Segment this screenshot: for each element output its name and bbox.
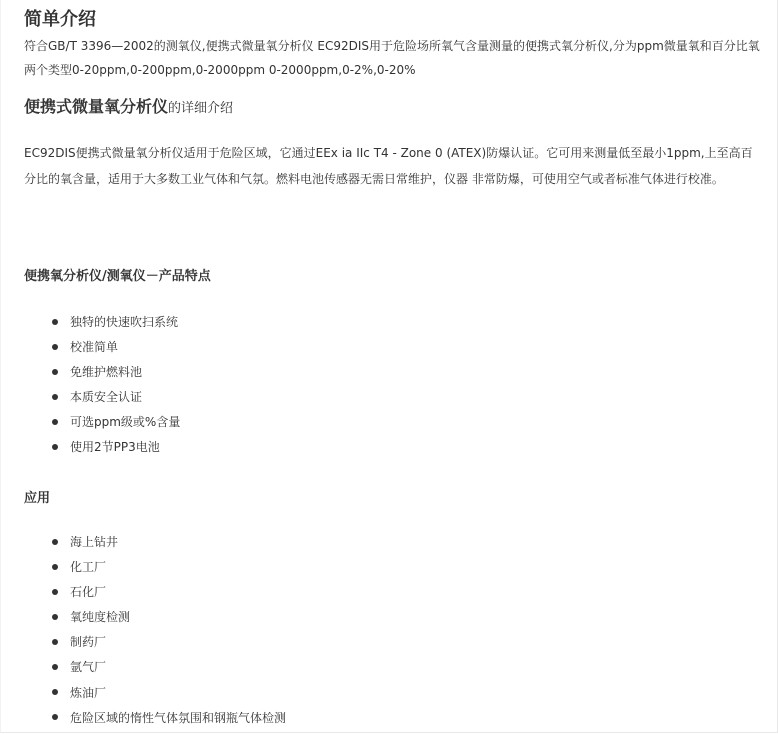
list-item xyxy=(24,557,286,582)
bullet-icon xyxy=(52,614,58,620)
list-item xyxy=(24,412,180,437)
list-item-text: 氧纯度检测 xyxy=(70,610,131,625)
applications-heading: 应用 xyxy=(24,491,51,506)
list-item-text: 石化厂 xyxy=(70,585,107,600)
bullet-icon xyxy=(52,564,58,570)
list-item-text: 制药厂 xyxy=(70,635,107,650)
list-item-text: 可选ppm级或%含量 xyxy=(70,415,181,430)
list-item-text: 本质安全认证 xyxy=(70,390,143,405)
list-item xyxy=(24,657,286,682)
bullet-icon xyxy=(52,419,58,425)
detail-heading xyxy=(24,94,233,117)
bullet-icon xyxy=(52,344,58,350)
features-list xyxy=(24,312,180,463)
list-item-text: 化工厂 xyxy=(70,560,107,575)
list-item-text: 危险区域的惰性气体氛围和钢瓶气体检测 xyxy=(70,710,287,725)
bullet-icon xyxy=(52,714,58,720)
list-item xyxy=(24,582,286,607)
bullet-icon xyxy=(52,394,58,400)
list-item xyxy=(24,632,286,657)
bullet-icon xyxy=(52,664,58,670)
applications-list xyxy=(24,532,286,733)
list-item xyxy=(24,312,180,337)
features-heading: 便携氧分析仪/测氧仪－产品特点 xyxy=(24,269,211,284)
bullet-icon xyxy=(52,589,58,595)
bullet-icon xyxy=(52,444,58,450)
bullet-icon xyxy=(52,319,58,325)
list-item xyxy=(24,683,286,708)
bullet-icon xyxy=(52,689,58,695)
list-item xyxy=(24,362,180,387)
bullet-icon xyxy=(52,639,58,645)
list-item-text: 校准简单 xyxy=(70,340,119,355)
intro-heading: 简单介绍 xyxy=(24,9,96,30)
list-item-text: 炼油厂 xyxy=(70,685,107,700)
list-item xyxy=(24,532,286,557)
detail-paragraph: EC92DIS便携式微量氧分析仪适用于危险区域，它通过EEx ia IIc T4 - Zone 0 (ATEX)防爆认证。它可用来测量低至最小1ppm,上至高百分比的氧含量，适用于大多数工业气体和气氛。燃料电池传感器无需日常维护，仪器 非常防爆，可使用空气或者标准气体进行校准。 xyxy=(24,146,753,186)
list-item xyxy=(24,607,286,632)
list-item-text: 使用2节PP3电池 xyxy=(70,440,160,455)
bullet-icon xyxy=(52,539,58,545)
list-item xyxy=(24,387,180,412)
bullet-icon xyxy=(52,369,58,375)
detail-heading-main: 便携式微量氧分析仪 xyxy=(24,97,169,116)
list-item-text: 氩气厂 xyxy=(70,660,107,675)
detail-heading-suffix: 的详细介绍 xyxy=(168,101,234,116)
list-item-text: 免维护燃料池 xyxy=(70,365,143,380)
list-item xyxy=(24,337,180,362)
list-item-text: 独特的快速吹扫系统 xyxy=(70,315,179,329)
list-item xyxy=(24,437,180,462)
list-item xyxy=(24,708,286,733)
list-item-text: 海上钻井 xyxy=(70,535,119,549)
intro-paragraph: 符合GB/T 3396—2002的测氧仪,便携式微量氧分析仪 EC92DIS用于危险场所氧气含量测量的便携式氧分析仪,分为ppm微量氧和百分比氧两个类型0-20ppm,0-200ppm,0-2000ppm 0-2000ppm,0-2%,0-20% xyxy=(24,39,760,77)
